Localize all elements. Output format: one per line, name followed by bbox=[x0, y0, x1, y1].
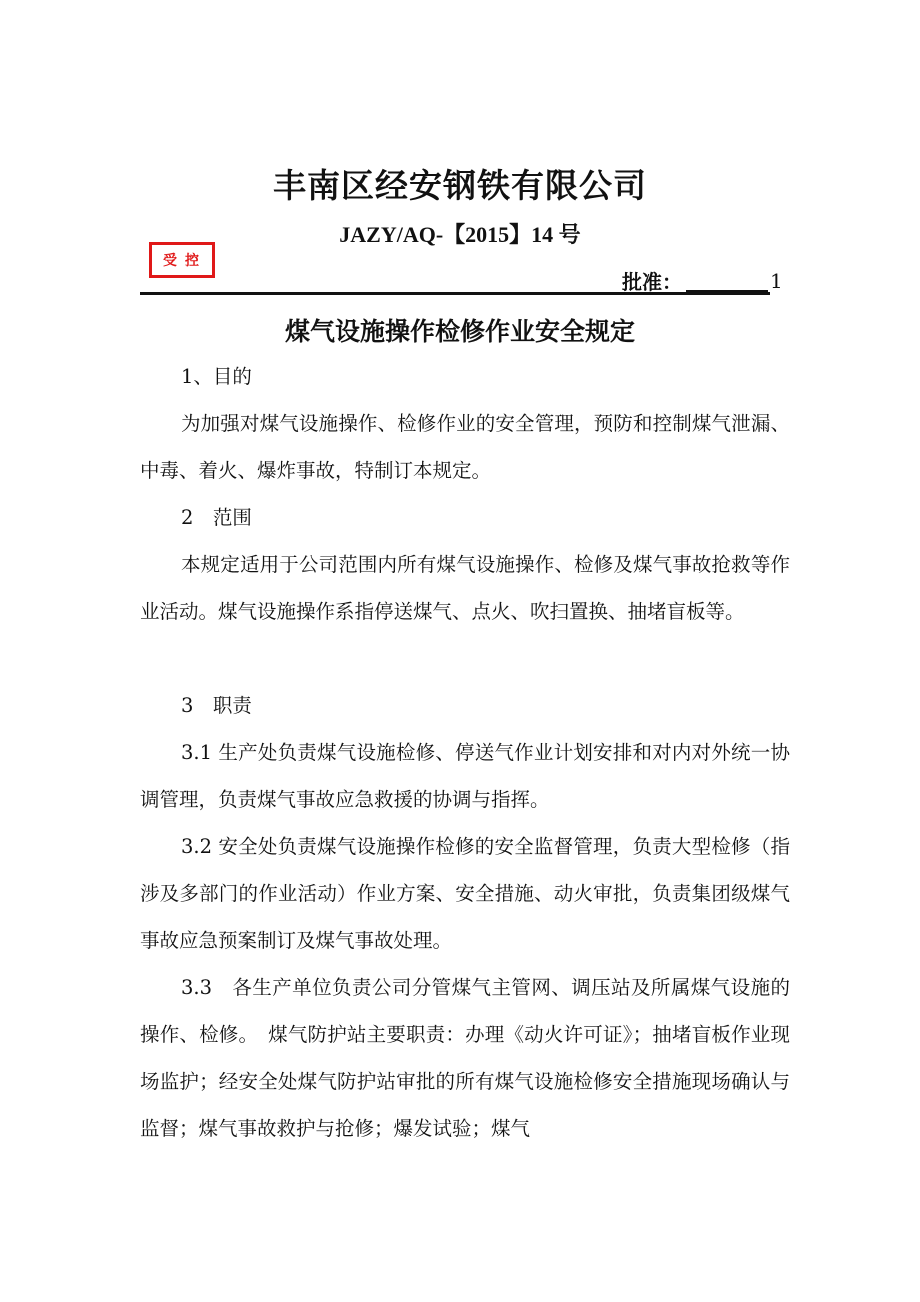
section-1-text: 为加强对煤气设施操作、检修作业的安全管理，预防和控制煤气泄漏、中毒、着火、爆炸事故，特制订本规定。 bbox=[140, 412, 790, 482]
approve-label: 批准： bbox=[622, 270, 682, 294]
section-3-2-text: 3.2 安全处负责煤气设施操作检修的安全监督管理，负责大型检修（指涉及多部门的作业活动）作业方案、安全措施、动火审批，负责集团级煤气事故应急预案制订及煤气事故处理。 bbox=[140, 835, 790, 952]
section-3-heading: 3 职责 bbox=[181, 694, 252, 717]
section-3-3-text: 3.3 各生产单位负责公司分管煤气主管网、调压站及所属煤气设施的操作、检修。 煤气防护站主要职责：办理《动火许可证》；抽堵盲板作业现场监护；经安全处煤气防护站审批的所有煤气设施检修安全措施现场确认与监督；煤气事故救护与抢修；爆发试验；煤气 bbox=[140, 976, 790, 1140]
document-number: JAZY/AQ-【2015】14 号 bbox=[339, 222, 581, 247]
document-title: 煤气设施操作检修作业安全规定 bbox=[284, 317, 635, 346]
section-2-text: 本规定适用于公司范围内所有煤气设施操作、检修及煤气事故抢救等作业活动。煤气设施操作系指停送煤气、点火、吹扫置换、抽堵盲板等。 bbox=[140, 553, 790, 623]
company-name: 丰南区经安钢铁有限公司 bbox=[273, 166, 647, 205]
section-3-1-text: 3.1 生产处负责煤气设施检修、停送气作业计划安排和对内对外统一协调管理，负责煤气事故应急救援的协调与指挥。 bbox=[140, 741, 790, 811]
controlled-stamp: 受控 bbox=[149, 242, 215, 278]
section-2-heading: 2 范围 bbox=[181, 506, 252, 529]
approve-value: 1 bbox=[770, 269, 783, 293]
header-divider bbox=[140, 292, 770, 295]
section-1-heading: 1、目的 bbox=[181, 365, 252, 388]
